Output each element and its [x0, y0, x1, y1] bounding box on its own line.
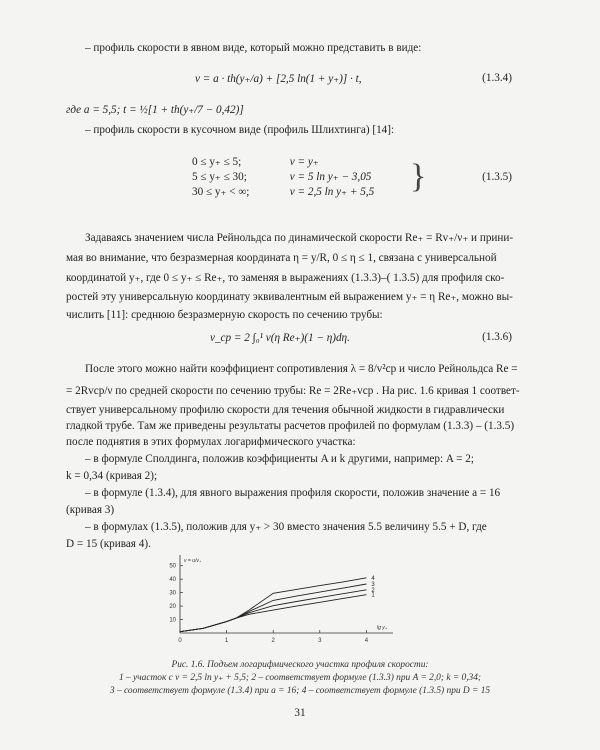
list-item: (кривая 3) — [66, 504, 115, 516]
system-row — [192, 185, 374, 200]
system-row — [192, 155, 319, 170]
x-tick-label: 1 — [224, 638, 229, 644]
where-definitions: где a = 5,5; t = ½[1 + th(y₊/7 − 0,42)] — [66, 104, 244, 116]
curve-label: 3 — [371, 582, 375, 589]
paragraph-line: ростей эту универсальную координату эквивалентным ей выражением y₊ = η Re₊, можно вы- — [66, 291, 513, 303]
list-item: – в формулах (1.3.5), положив для y₊ > 30 вместо значения 5.5 величину 5.5 + D, где — [85, 521, 487, 533]
x-tick-label: 2 — [271, 638, 275, 644]
paragraph-line: после поднятия в этих формулах логарифмического участка: — [66, 436, 356, 448]
y-tick-label: 20 — [169, 604, 176, 611]
y-axis-label: v = u/v₊ — [184, 558, 202, 564]
figure-caption-line: 3 – соответствует формуле (1.3.4) при a = 16; 4 – соответствует формуле (1.3.5) при D = 15 — [109, 686, 491, 696]
equation-number-1-3-6: (1.3.6) — [482, 331, 512, 343]
system-value: v = 5 ln y₊ − 3,05 — [289, 171, 372, 183]
curve-2 — [180, 590, 366, 632]
curve-label: 4 — [371, 575, 375, 582]
paragraph-line: = 2Rvср/ν по средней скорости по сечению трубы: Re = 2Re₊vср . На рис. 1.6 кривая 1 соответ- — [66, 385, 520, 397]
x-tick-label: 4 — [364, 638, 369, 644]
intro-profile-piecewise: – профиль скорости в кусочном виде (профиль Шлихтинга) [14]: — [85, 124, 395, 136]
curve-3 — [180, 584, 366, 632]
list-item: k = 0,34 (кривая 2); — [66, 470, 158, 482]
y-tick-label: 30 — [169, 590, 176, 597]
curve-label: 1 — [371, 592, 375, 599]
figure-caption-title: Рис. 1.6. Подъем логарифмического участка профиля скорости: — [171, 660, 429, 670]
curve-label: 2 — [371, 587, 375, 594]
list-item: D = 15 (кривая 4). — [66, 538, 151, 550]
paragraph-line: гладкой трубе. Там же приведены результаты расчетов профилей по формулам (1.3.3) – (1.3.5) — [66, 420, 515, 432]
page-number: 31 — [294, 707, 306, 719]
x-tick-label: 0 — [178, 638, 182, 644]
equation-1-3-4: v = a · th(y₊/a) + [2,5 ln(1 + y₊)] · t, — [195, 73, 362, 85]
list-item: – в формуле Сполдинга, положив коэффициенты A и k другими, например: A = 2; — [85, 453, 474, 465]
figure-caption-line: 1 – участок с v = 2,5 ln y₊ + 5,5; 2 – соответствует формуле (1.3.3) при A = 2,0; k = 0,34; — [118, 673, 482, 683]
paragraph-line: числить [11]: среднюю безразмерную скорость по сечению трубы: — [66, 309, 383, 321]
paragraph-line: координатой y₊, где 0 ≤ y₊ ≤ Re₊, то заменяя в выражениях (1.3.3)–( 1.3.5) для профиля ско- — [66, 272, 505, 284]
curve-4 — [180, 578, 366, 632]
system-condition: 30 ≤ y₊ < ∞; — [192, 186, 250, 198]
equation-1-3-6: v_ср = 2 ∫₀¹ v(η Re₊)(1 − η)dη. — [210, 332, 350, 344]
x-tick-label: 3 — [318, 638, 322, 644]
system-row — [192, 170, 371, 185]
system-condition: 0 ≤ y₊ ≤ 5; — [192, 156, 242, 168]
paragraph-line: После этого можно найти коэффициент сопротивления λ = 8/v²ср и число Рейнольдса Re = — [85, 363, 518, 375]
system-condition: 5 ≤ y₊ ≤ 30; — [192, 171, 247, 183]
y-tick-label: 40 — [169, 577, 176, 584]
system-brace: } — [410, 158, 427, 195]
intro-profile-explicit: – профиль скорости в явном виде, который можно представить в виде: — [85, 42, 422, 54]
paragraph-line: Задаваясь значением числа Рейнольдса по динамической скорости Re₊ = Rv₊/ν₊ и прини- — [85, 232, 514, 244]
system-value: v = 2,5 ln y₊ + 5,5 — [289, 186, 375, 198]
system-value: v = y₊ — [289, 156, 319, 168]
paragraph-line: ствует универсальному профилю скорости для течения обычной жидкости в гидравлически — [66, 404, 505, 416]
velocity-profile-chart — [155, 553, 405, 653]
equation-number-1-3-4: (1.3.4) — [482, 72, 512, 84]
paragraph-line: мая во внимание, что безразмерная координата η = y/R, 0 ≤ η ≤ 1, связана с универсальной — [66, 252, 497, 264]
equation-number-1-3-5: (1.3.5) — [482, 171, 512, 183]
y-tick-label: 50 — [169, 563, 176, 570]
y-tick-label: 10 — [169, 617, 176, 624]
x-axis-label: lg y₊ — [377, 625, 388, 631]
list-item: – в формуле (1.3.4), для явного выражения профиля скорости, положив значение a = 16 — [85, 487, 501, 499]
